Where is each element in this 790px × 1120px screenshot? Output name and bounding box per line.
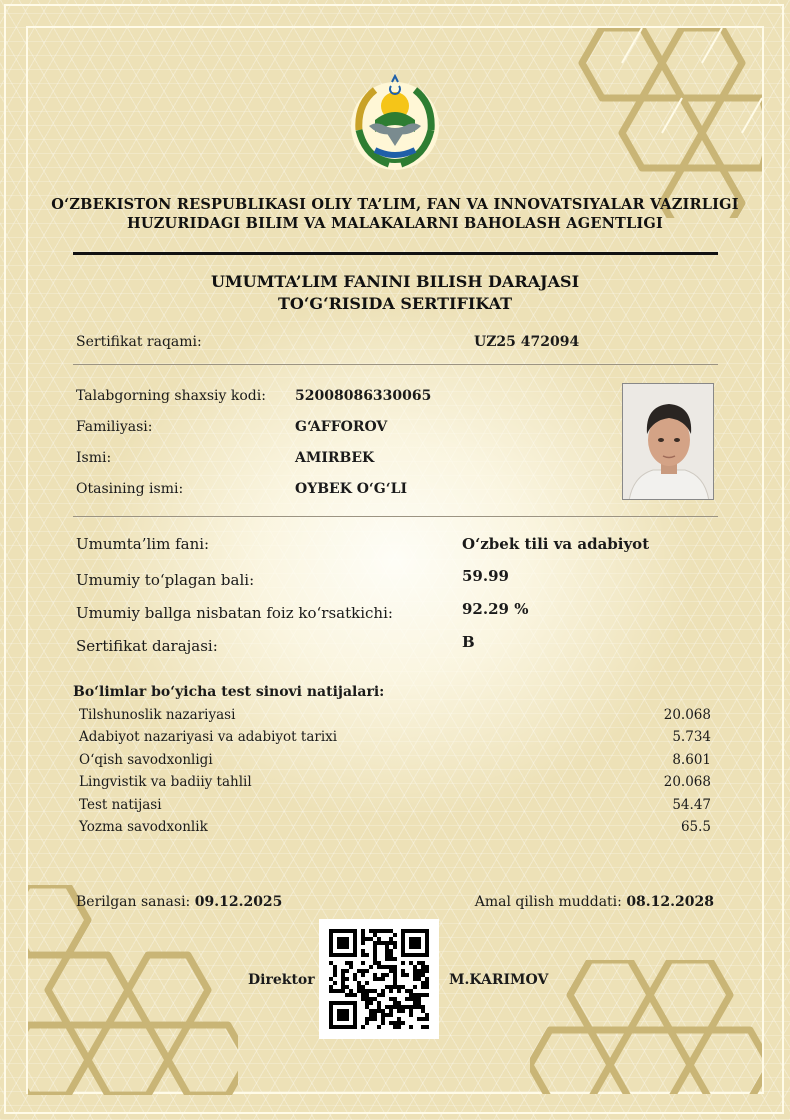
divider: [73, 364, 718, 365]
result-row: [79, 819, 711, 841]
result-name: Lingvistik va badiiy tahlil: [79, 774, 252, 791]
result-value: 20.068: [663, 707, 711, 723]
valid-until-label: Amal qilish muddati:: [474, 894, 622, 910]
total-score-label: Umumiy to‘plagan bali:: [76, 571, 255, 589]
result-row: [79, 707, 711, 729]
result-name: Yozma savodxonlik: [79, 819, 208, 835]
result-row: [79, 774, 711, 796]
result-name: Tilshunoslik nazariyasi: [79, 707, 236, 723]
issued-date-value: 09.12.2025: [194, 894, 283, 910]
total-score-value: 59.99: [462, 567, 509, 585]
title-line-1: UMUMTA’LIM FANINI BILISH DARAJASI: [210, 272, 580, 291]
certificate-level-value: B: [462, 633, 475, 651]
result-name: Adabiyot nazariyasi va adabiyot tarixi: [79, 729, 338, 746]
subject-label: Umumta’lim fani:: [76, 535, 210, 553]
result-value: 8.601: [672, 751, 711, 768]
state-emblem: [345, 74, 445, 174]
verification-qr-code[interactable]: [319, 919, 439, 1039]
name-value: AMIRBEK: [295, 450, 375, 466]
result-value: 5.734: [672, 729, 711, 746]
director-label: Direktor: [248, 972, 315, 988]
patronymic-value: OYBEK O‘G‘LI: [295, 481, 408, 497]
result-name: O‘qish savodxonligi: [79, 751, 213, 768]
certificate-level-label: Sertifikat darajasi:: [76, 637, 218, 655]
divider: [73, 516, 718, 517]
issued-date: [76, 894, 282, 910]
header-divider: [73, 252, 718, 255]
patronymic-label: Otasining ismi:: [76, 481, 184, 497]
subject-value: O‘zbek tili va adabiyot: [462, 535, 650, 553]
percent-label: Umumiy ballga nisbatan foiz ko‘rsatkichi:: [76, 604, 393, 622]
valid-until: [475, 894, 714, 910]
result-value: 54.47: [672, 796, 711, 813]
valid-until-value: 08.12.2028: [626, 894, 714, 910]
director-name: M.KARIMOV: [449, 972, 549, 988]
result-row: [79, 729, 711, 751]
title-line-2: TO‘G‘RISIDA SERTIFIKAT: [277, 294, 513, 313]
applicant-photo: [622, 383, 714, 500]
personal-code-value: 52008086330065: [295, 388, 432, 404]
result-name: Test natijasi: [79, 796, 162, 813]
percent-value: 92.29 %: [462, 600, 529, 618]
header-line-2: HUZURIDAGI BILIM VA MALAKALARNI BAHOLASH AGENTLIGI: [127, 215, 663, 232]
results-heading: Bo‘limlar bo‘yicha test sinovi natijalari:: [73, 684, 385, 700]
corner-ornament-bottom-left: [28, 885, 238, 1095]
issued-date-label: Berilgan sanasi:: [76, 894, 191, 910]
result-value: 20.068: [663, 774, 711, 791]
surname-value: G‘AFFOROV: [295, 419, 388, 435]
result-row: [79, 752, 711, 774]
certificate-number-value: UZ25 472094: [474, 334, 580, 350]
result-value: 65.5: [680, 819, 711, 835]
corner-ornament-bottom-right: [530, 960, 762, 1094]
corner-ornament-top-right: [562, 28, 762, 218]
surname-label: Familiyasi:: [76, 419, 153, 435]
certificate-number-label: Sertifikat raqami:: [76, 334, 202, 350]
result-row: [79, 797, 711, 819]
personal-code-label: Talabgorning shaxsiy kodi:: [76, 388, 266, 404]
name-label: Ismi:: [76, 450, 112, 466]
header-line-1: O‘ZBEKISTON RESPUBLIKASI OLIY TA’LIM, FAN VA INNOVATSIYALAR VAZIRLIGI: [51, 196, 739, 213]
